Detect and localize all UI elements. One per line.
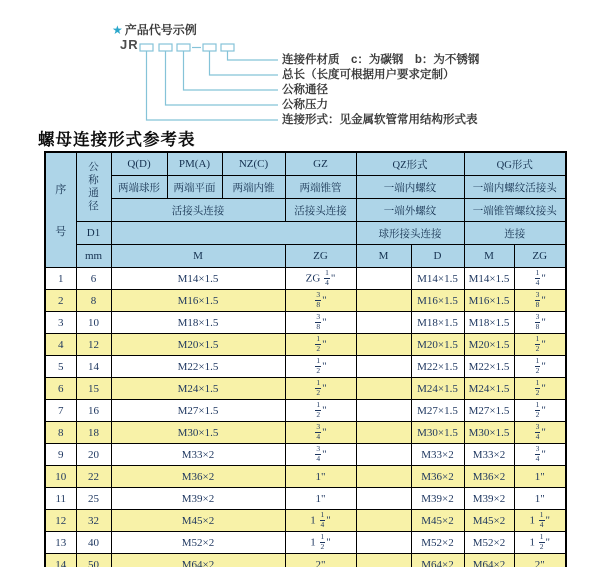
col-header-dn xyxy=(76,152,111,222)
header-qg-desc: 一端内螺纹活接头 xyxy=(464,176,566,199)
cell-dn: 20 xyxy=(76,444,111,466)
cell-qz-m xyxy=(356,554,411,567)
cell-qg-zg: $\frac{3}{8}$ " xyxy=(514,290,566,312)
cell-seq: 5 xyxy=(45,356,76,378)
table-row xyxy=(45,532,566,554)
cell-qg-m: M14×1.5 xyxy=(464,268,514,290)
cell-m-thread: M20×1.5 xyxy=(111,334,285,356)
cell-dn: 14 xyxy=(76,356,111,378)
cell-qz-m xyxy=(356,378,411,400)
cell-qg-m: M24×1.5 xyxy=(464,378,514,400)
col-header-pm: PM(A) xyxy=(167,152,222,176)
table-row xyxy=(45,268,566,290)
table-row xyxy=(45,290,566,312)
cell-qg-m: M39×2 xyxy=(464,488,514,510)
cell-dn: 50 xyxy=(76,554,111,567)
header-qz-ball-connection: 球形接头连接 xyxy=(356,222,464,245)
table-row xyxy=(45,422,566,444)
cell-m-thread: M45×2 xyxy=(111,510,285,532)
cell-seq: 4 xyxy=(45,334,76,356)
star-icon: ★ xyxy=(112,23,123,37)
col-header-dn-text: 公 称 通 径 xyxy=(88,161,99,213)
cell-qz-m xyxy=(356,290,411,312)
table-body xyxy=(45,268,566,567)
cell-gz-size: 1" xyxy=(285,488,356,510)
cell-qz-m xyxy=(356,400,411,422)
table-header xyxy=(45,152,566,268)
cell-qz-m xyxy=(356,334,411,356)
header-gz-desc: 两端锥管 xyxy=(285,176,356,199)
cell-seq: 14 xyxy=(45,554,76,567)
cell-gz-size: 1 $\frac{1}{4}$ " xyxy=(285,510,356,532)
cell-gz-size: $\frac{1}{2}$ " xyxy=(285,356,356,378)
cell-gz-size: ZG $\frac{1}{4}$ " xyxy=(285,268,356,290)
code-label-pressure: 公称压力 xyxy=(282,99,328,111)
table-row xyxy=(45,444,566,466)
cell-dn: 22 xyxy=(76,466,111,488)
cell-dn: 15 xyxy=(76,378,111,400)
cell-m-thread: M30×1.5 xyxy=(111,422,285,444)
code-label-length: 总长（长度可根据用户要求定制） xyxy=(282,69,455,81)
col-header-seq xyxy=(45,152,76,268)
cell-m-thread: M39×2 xyxy=(111,488,285,510)
cell-qg-zg: 2" xyxy=(514,554,566,567)
product-code-prefix: JR xyxy=(120,37,139,52)
table-row xyxy=(45,334,566,356)
cell-qz-d: M27×1.5 xyxy=(411,400,464,422)
cell-gz-size: $\frac{3}{4}$ " xyxy=(285,444,356,466)
cell-qz-d: M24×1.5 xyxy=(411,378,464,400)
nut-connection-reference-table xyxy=(44,151,567,567)
cell-seq: 3 xyxy=(45,312,76,334)
cell-qg-m: M52×2 xyxy=(464,532,514,554)
cell-qz-m xyxy=(356,356,411,378)
cell-qz-m xyxy=(356,466,411,488)
header-qg-m: M xyxy=(464,245,514,268)
cell-m-thread: M27×1.5 xyxy=(111,400,285,422)
cell-qg-zg: 1 $\frac{1}{4}$ " xyxy=(514,510,566,532)
cell-m-thread: M22×1.5 xyxy=(111,356,285,378)
cell-qz-m xyxy=(356,268,411,290)
cell-dn: 6 xyxy=(76,268,111,290)
cell-gz-size: 2" xyxy=(285,554,356,567)
cell-dn: 16 xyxy=(76,400,111,422)
cell-qz-m xyxy=(356,510,411,532)
cell-qz-d: M52×2 xyxy=(411,532,464,554)
cell-qg-m: M30×1.5 xyxy=(464,422,514,444)
header-qg-connection: 连接 xyxy=(464,222,566,245)
cell-qz-m xyxy=(356,488,411,510)
table-row xyxy=(45,510,566,532)
code-box-4 xyxy=(203,44,216,51)
table-row xyxy=(45,466,566,488)
cell-qg-zg: $\frac{1}{2}$ " xyxy=(514,356,566,378)
cell-qz-d: M36×2 xyxy=(411,466,464,488)
cell-qg-zg: 1 $\frac{1}{2}$ " xyxy=(514,532,566,554)
cell-dn: 40 xyxy=(76,532,111,554)
cell-m-thread: M36×2 xyxy=(111,466,285,488)
cell-qg-zg: $\frac{1}{2}$ " xyxy=(514,334,566,356)
header-m: M xyxy=(111,245,285,268)
cell-gz-size: $\frac{1}{2}$ " xyxy=(285,378,356,400)
cell-qg-zg: $\frac{1}{2}$ " xyxy=(514,400,566,422)
cell-seq: 2 xyxy=(45,290,76,312)
code-label-connection-form: 连接形式：见金属软管常用结构形式表 xyxy=(282,114,478,126)
cell-dn: 18 xyxy=(76,422,111,444)
cell-qz-d: M22×1.5 xyxy=(411,356,464,378)
cell-qg-m: M33×2 xyxy=(464,444,514,466)
cell-gz-size: $\frac{3}{8}$ " xyxy=(285,290,356,312)
table-row xyxy=(45,378,566,400)
cell-seq: 11 xyxy=(45,488,76,510)
cell-qg-zg: $\frac{1}{2}$ " xyxy=(514,378,566,400)
header-q-desc: 两端球形 xyxy=(111,176,167,199)
code-box-2 xyxy=(159,44,172,51)
cell-m-thread: M33×2 xyxy=(111,444,285,466)
col-header-q: Q(D) xyxy=(111,152,167,176)
cell-qz-m xyxy=(356,312,411,334)
header-qz-desc2: 一端外螺纹 xyxy=(356,199,464,222)
header-qg-zg: ZG xyxy=(514,245,566,268)
cell-qg-m: M27×1.5 xyxy=(464,400,514,422)
cell-qz-d: M14×1.5 xyxy=(411,268,464,290)
cell-seq: 10 xyxy=(45,466,76,488)
header-pm-desc: 两端平面 xyxy=(167,176,222,199)
header-union-connection: 活接头连接 xyxy=(111,199,285,222)
cell-qz-m xyxy=(356,422,411,444)
cell-qz-d: M64×2 xyxy=(411,554,464,567)
cell-dn: 8 xyxy=(76,290,111,312)
cell-qg-zg: $\frac{1}{4}$ " xyxy=(514,268,566,290)
col-header-qz: QZ形式 xyxy=(356,152,464,176)
code-box-3 xyxy=(177,44,190,51)
connector-line-length xyxy=(210,51,279,75)
cell-qz-d: M39×2 xyxy=(411,488,464,510)
cell-seq: 1 xyxy=(45,268,76,290)
cell-m-thread: M24×1.5 xyxy=(111,378,285,400)
cell-qg-zg: $\frac{3}{4}$ " xyxy=(514,444,566,466)
cell-qz-d: M18×1.5 xyxy=(411,312,464,334)
header-zg: ZG xyxy=(285,245,356,268)
cell-gz-size: 1 $\frac{1}{2}$ " xyxy=(285,532,356,554)
header-mm: mm xyxy=(76,245,111,268)
cell-gz-size: $\frac{1}{2}$ " xyxy=(285,334,356,356)
cell-dn: 10 xyxy=(76,312,111,334)
col-header-nz: NZ(C) xyxy=(222,152,285,176)
code-label-material: 连接件材质 c：为碳钢 b：为不锈钢 xyxy=(282,54,480,66)
cell-seq: 6 xyxy=(45,378,76,400)
cell-qg-zg: 1" xyxy=(514,466,566,488)
cell-qz-d: M16×1.5 xyxy=(411,290,464,312)
code-box-5 xyxy=(221,44,234,51)
product-code-heading-text: 产品代号示例 xyxy=(124,23,197,37)
cell-qg-zg: 1" xyxy=(514,488,566,510)
cell-qg-m: M64×2 xyxy=(464,554,514,567)
header-d1: D1 xyxy=(76,222,111,245)
cell-m-thread: M14×1.5 xyxy=(111,268,285,290)
cell-qg-zg: $\frac{3}{8}$ " xyxy=(514,312,566,334)
cell-seq: 7 xyxy=(45,400,76,422)
header-nz-desc: 两端内锥 xyxy=(222,176,285,199)
cell-gz-size: 1" xyxy=(285,466,356,488)
table-row xyxy=(45,400,566,422)
col-header-qg: QG形式 xyxy=(464,152,566,176)
cell-qg-m: M22×1.5 xyxy=(464,356,514,378)
cell-qz-d: M20×1.5 xyxy=(411,334,464,356)
cell-qz-m xyxy=(356,532,411,554)
cell-qg-m: M20×1.5 xyxy=(464,334,514,356)
cell-gz-size: $\frac{3}{8}$ " xyxy=(285,312,356,334)
cell-seq: 12 xyxy=(45,510,76,532)
cell-qz-m xyxy=(356,444,411,466)
cell-m-thread: M18×1.5 xyxy=(111,312,285,334)
col-header-seq-text: 序 号 xyxy=(55,184,67,238)
code-box-1 xyxy=(140,44,153,51)
cell-dn: 12 xyxy=(76,334,111,356)
cell-gz-size: $\frac{1}{2}$ " xyxy=(285,400,356,422)
col-header-gz: GZ xyxy=(285,152,356,176)
header-spacer xyxy=(111,222,356,245)
cell-qg-m: M36×2 xyxy=(464,466,514,488)
table-row xyxy=(45,554,566,567)
cell-qg-zg: $\frac{3}{4}$ " xyxy=(514,422,566,444)
cell-qg-m: M16×1.5 xyxy=(464,290,514,312)
table-row xyxy=(45,488,566,510)
connector-line-pressure xyxy=(166,51,279,105)
cell-gz-size: $\frac{3}{4}$ " xyxy=(285,422,356,444)
table-title: 螺母连接形式参考表 xyxy=(38,130,196,149)
cell-seq: 8 xyxy=(45,422,76,444)
header-gz-connection: 活接头连接 xyxy=(285,199,356,222)
cell-qg-m: M18×1.5 xyxy=(464,312,514,334)
connector-line-material xyxy=(228,51,279,60)
cell-qz-d: M30×1.5 xyxy=(411,422,464,444)
cell-qz-d: M45×2 xyxy=(411,510,464,532)
connector-line-diameter xyxy=(184,51,279,90)
header-qz-m: M xyxy=(356,245,411,268)
cell-dn: 32 xyxy=(76,510,111,532)
header-qz-d: D xyxy=(411,245,464,268)
cell-seq: 9 xyxy=(45,444,76,466)
code-label-diameter: 公称通径 xyxy=(282,84,328,96)
cell-m-thread: M64×2 xyxy=(111,554,285,567)
cell-m-thread: M52×2 xyxy=(111,532,285,554)
table-row xyxy=(45,356,566,378)
cell-m-thread: M16×1.5 xyxy=(111,290,285,312)
cell-seq: 13 xyxy=(45,532,76,554)
header-qg-desc2: 一端锥管螺纹接头 xyxy=(464,199,566,222)
cell-qz-d: M33×2 xyxy=(411,444,464,466)
cell-qg-m: M45×2 xyxy=(464,510,514,532)
table-row xyxy=(45,312,566,334)
header-qz-desc: 一端内螺纹 xyxy=(356,176,464,199)
cell-dn: 25 xyxy=(76,488,111,510)
connector-line-form xyxy=(147,51,279,120)
